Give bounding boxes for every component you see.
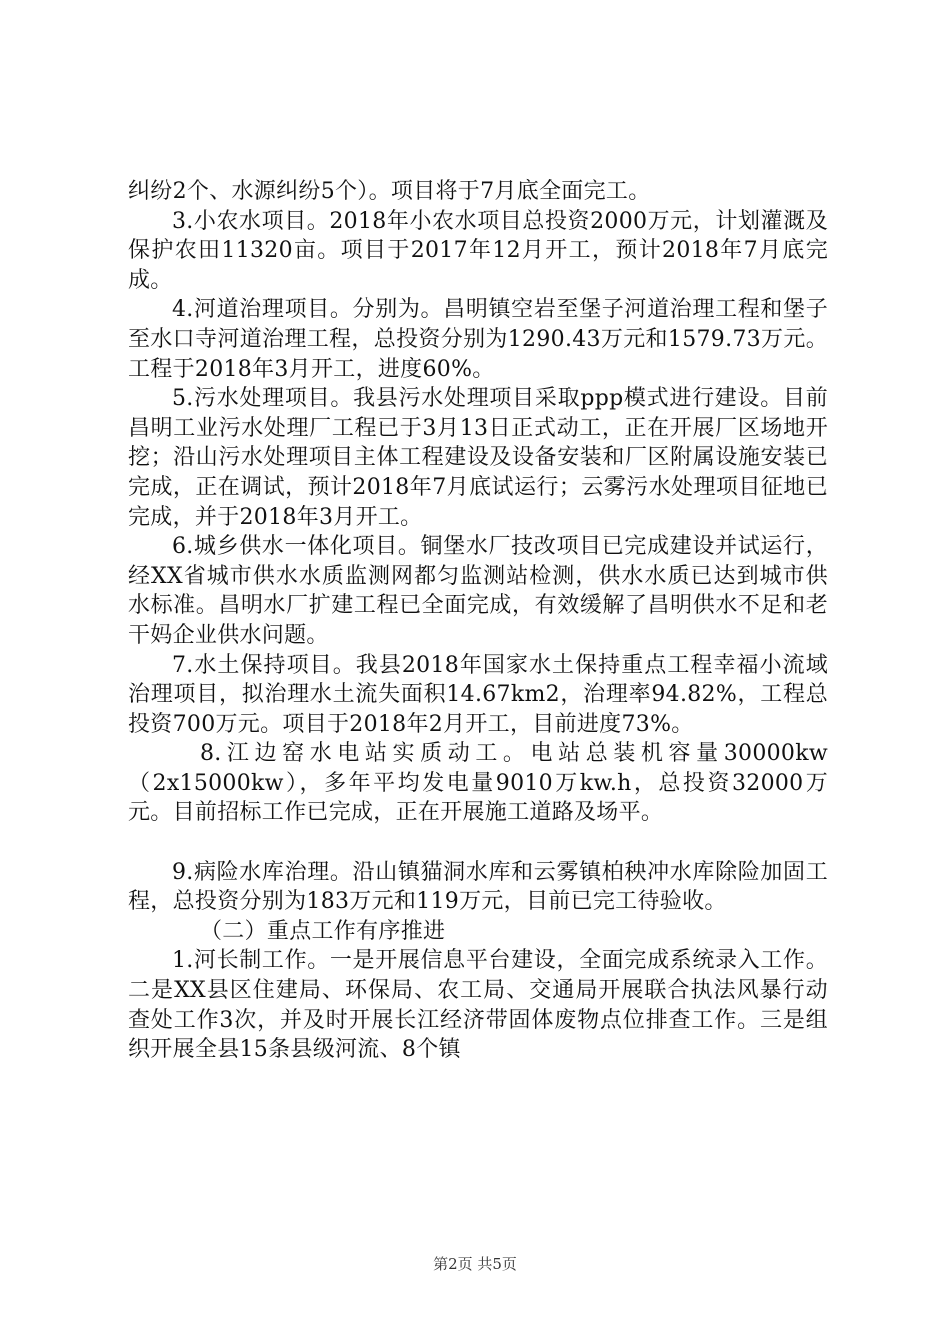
paragraph: 纠纷2个、水源纠纷5个）。项目将于7月底全面完工。 xyxy=(128,179,651,204)
paragraph: 3.小农水项目。2018年小农水项目总投资2000万元，计划灌溉及保护农田11320亩。项目于2017年12月开工，预计2018年7月底完成。 xyxy=(128,208,828,293)
paragraph: 4.河道治理项目。分别为。昌明镇空岩至堡子河道治理工程和堡子至水口寺河道治理工程，总投资分别为1290.43万元和1579.73万元。工程于2018年3月开工，进度60%。 xyxy=(128,297,828,382)
paragraph: 7.水土保持项目。我县2018年国家水土保持重点工程幸福小流域治理项目，拟治理水土流失面积14.67km2，治理率94.82%，工程总投资700万元。项目于2018年2月开工，目前进度73%。 xyxy=(128,652,828,737)
paragraph: 5.污水处理项目。我县污水处理项目采取ppp模式进行建设。目前昌明工业污水处理厂工程已于3月13日正式动工，正在开展厂区场地开挖；沿山污水处理项目主体工程建设及设备安装和厂区附属设施安装已完成，正在调试，预计2018年7月底试运行；云雾污水处理项目征地已完成，并于2018年3月开工。 xyxy=(128,386,828,530)
paragraph: 1.河长制工作。一是开展信息平台建设，全面完成系统录入工作。二是XX县区住建局、环保局、农工局、交通局开展联合执法风暴行动查处工作3次，并及时开展长江经济带固体废物点位排查工作。三是组织开展全县15条县级河流、8个镇 xyxy=(128,948,828,1063)
section-heading: （二）重点工作有序推进 xyxy=(200,918,446,944)
page-number-footer: 第2页 共5页 xyxy=(433,1255,517,1273)
paragraph: 6.城乡供水一体化项目。铜堡水厂技改项目已完成建设并试运行，经XX省城市供水水质监测网都匀监测站检测，供水水质已达到城市供水标准。昌明水厂扩建工程已全面完成，有效缓解了昌明供水不足和老干妈企业供水问题。 xyxy=(128,534,828,648)
paragraph: 8.江边窑水电站实质动工。电站总装机容量30000kw（2x15000kw），多年平均发电量9010万kw.h，总投资32000万元。目前招标工作已完成，正在开展施工道路及场平。 xyxy=(128,741,828,826)
paragraph: 9.病险水库治理。沿山镇猫洞水库和云雾镇柏秧冲水库除险加固工程，总投资分别为183万元和119万元，目前已完工待验收。 xyxy=(128,859,828,915)
body-text xyxy=(128,177,828,1065)
